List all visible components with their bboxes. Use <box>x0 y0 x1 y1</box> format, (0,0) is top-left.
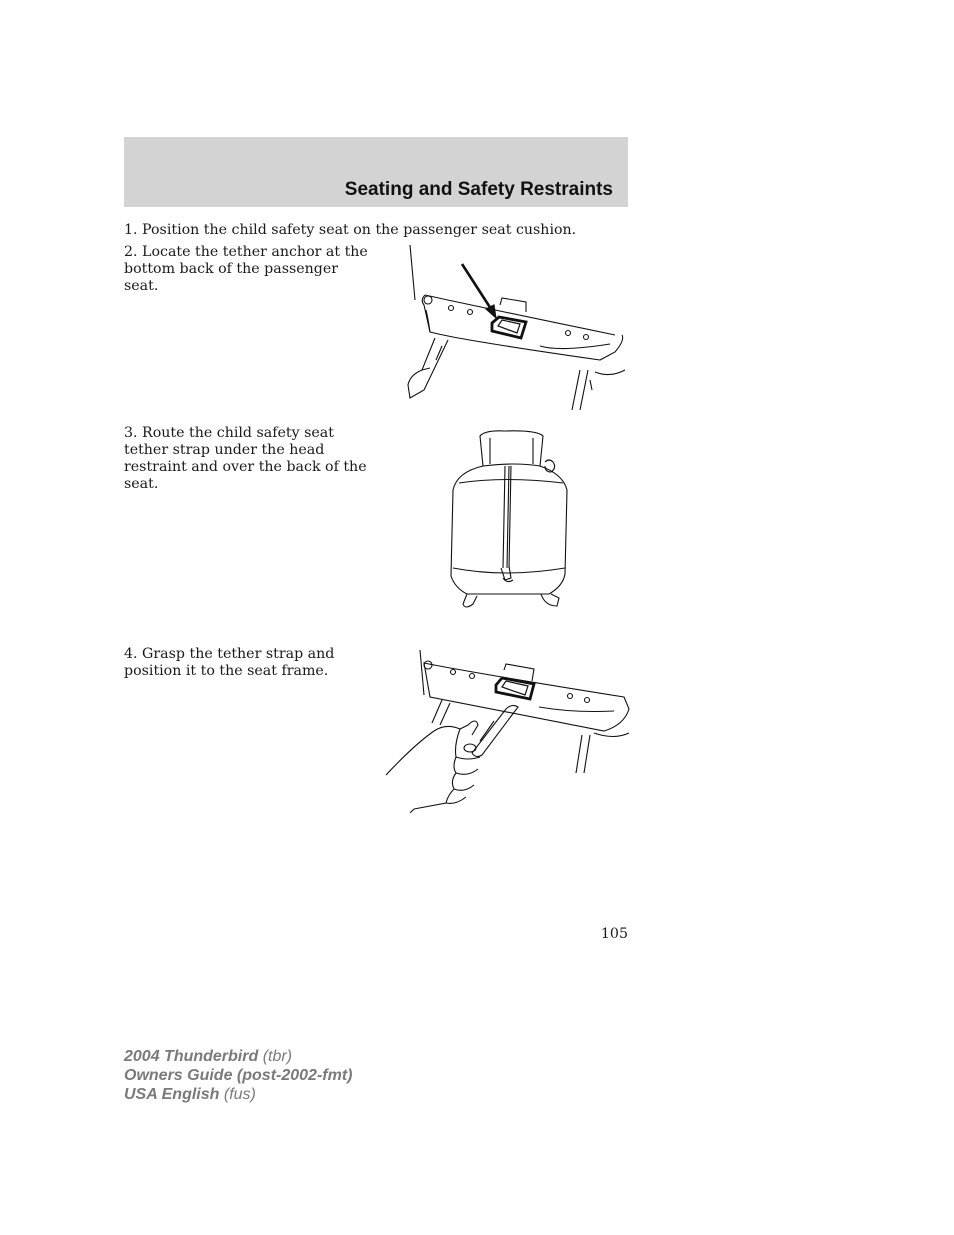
document-footer <box>124 1047 352 1104</box>
page-number: 105 <box>600 926 628 942</box>
tether-anchor-illustration <box>400 240 630 415</box>
footer-language-code: (fus) <box>223 1086 256 1103</box>
step-1-text: 1. Position the child safety seat on the passenger seat cushion. <box>124 222 577 238</box>
footer-model-code: (tbr) <box>262 1048 293 1065</box>
footer-language: USA English <box>124 1086 220 1103</box>
section-header-band <box>124 137 628 207</box>
step-2-text: 2. Locate the tether anchor at the bottom back of the passenger seat. <box>124 244 368 294</box>
footer-line-1 <box>124 1047 352 1066</box>
step-3-text: 3. Route the child safety seat tether strap under the head restraint and over the back of the seat. <box>124 425 367 492</box>
footer-line-3 <box>124 1085 352 1104</box>
section-title: Seating and Safety Restraints <box>344 179 613 200</box>
footer-guide: Owners Guide (post-2002-fmt) <box>124 1067 353 1084</box>
footer-line-2 <box>124 1066 352 1085</box>
grasp-tether-illustration <box>384 645 634 813</box>
footer-model: 2004 Thunderbird <box>124 1048 259 1065</box>
step-4-text: 4. Grasp the tether strap and position it to the seat frame. <box>124 646 335 679</box>
seat-back-strap-illustration <box>445 428 570 618</box>
